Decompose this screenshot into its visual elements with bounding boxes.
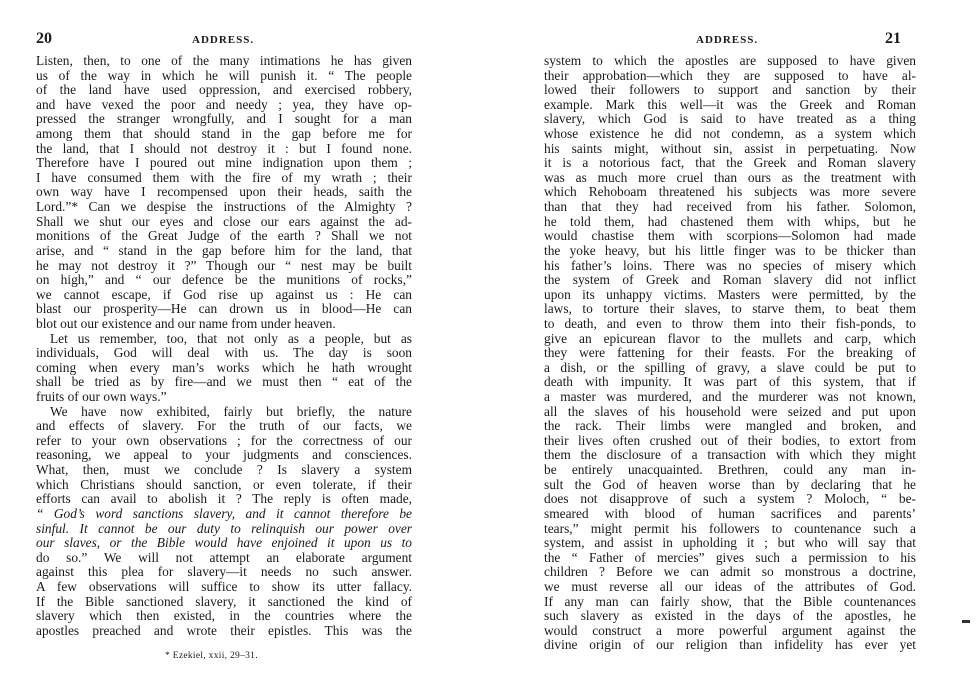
text-line: be entirely unacquainted. Brethren, could any man in-	[544, 463, 916, 478]
text-line: refer to your own observations ; for the correctness of our	[36, 433, 412, 448]
text-line: coming when every man’s works which he hath wrought	[36, 360, 412, 375]
text-line: such slavery as existed in the days of the apostles, he	[544, 609, 916, 624]
text-line: individuals, God will deal with us. The day is soon	[36, 346, 412, 361]
text-line: If any man can fairly show, that the Bible countenances	[544, 594, 916, 609]
text-line: own way have I recompensed upon their heads, saith the	[36, 185, 412, 200]
text-line: which Rehoboam threatened his subjects was more severe	[544, 185, 916, 200]
body-text	[36, 54, 412, 638]
text-line: was as much more cruel than ours as the treatment with	[544, 170, 916, 185]
text-line: shall be tried as by fire—and we must then “ eat of the	[36, 375, 412, 390]
text-line: the rack. Their limbs were mangled and broken, and	[544, 419, 916, 434]
text-line: system to which the apostles are supposed to have given	[544, 54, 916, 68]
text-line: his saints might, without sin, assist in perpetuating. Now	[544, 141, 916, 156]
text-line: What, then, must we conclude ? Is slavery a system	[36, 463, 412, 478]
text-line: against this plea for slavery—it needs no such answer.	[36, 565, 412, 580]
text-line: lowed their followers to support and sanction by their	[544, 83, 916, 98]
text-line: apostles preached and wrote their epistles. This was the	[36, 623, 412, 638]
text-line: and effects of slavery. For the truth of our facts, we	[36, 419, 412, 434]
text-line: children ? Before we can admit so monstrous a doctrine,	[544, 565, 916, 580]
text-line: do so.” We will not attempt an elaborate argument	[36, 550, 412, 565]
text-line: his father’s loins. There was no species of misery which	[544, 258, 916, 273]
text-line: would construct a more powerful argument against the	[544, 623, 916, 638]
text-line: blot out our existence and our name from under heaven.	[36, 316, 336, 331]
page-number: 21	[885, 30, 901, 47]
text-line: on high,” and “ our defence be the munitions of rocks,”	[36, 273, 412, 288]
text-line: among them that should stand in the gap before me for	[36, 127, 412, 142]
text-line: monitions of the Great Judge of the earth ? Shall we not	[36, 229, 412, 244]
text-line: does not disapprove of such a system ? Moloch, “ be-	[544, 492, 916, 507]
left-page	[0, 0, 470, 698]
text-line: Lord.”* Can we despise the instructions of the Almighty ?	[36, 200, 412, 215]
text-line: smeared with blood of human sacrifices and parents’	[544, 506, 916, 521]
running-head: ADDRESS.	[696, 34, 759, 46]
text-line: blast our prosperity—He can drown us in blood—He can	[36, 302, 412, 317]
text-line: their lives often crushed out of their bodies, to extort from	[544, 433, 916, 448]
text-line: us of the way in which he will punish it. “ The people	[36, 68, 412, 83]
text-line: their approbation—which they are supposed to have al-	[544, 68, 916, 83]
text-line: we must reverse all our ideas of the attributes of God.	[544, 579, 916, 594]
text-line: divine origin of our religion than infidelity has ever yet	[544, 638, 916, 653]
text-line: sinful. It cannot be our duty to relinquish our power over	[36, 521, 412, 536]
text-line: of the land have used oppression, and exercised robbery,	[36, 83, 412, 98]
text-line: slavery, which God is said to have treated as a thing	[544, 112, 916, 127]
text-line: sult the God of heaven worse than by declaring that he	[544, 477, 916, 492]
text-line: pressed the stranger wrongfully, and I sought for a man	[36, 112, 412, 127]
text-line: we cannot escape, if God rise up against us : He can	[36, 287, 412, 302]
text-line: give an epicurean flavor to the mullets and carp, which	[544, 331, 916, 346]
text-line: Shall we shut our eyes and close our ears against the ad-	[36, 214, 412, 229]
text-line: them the disclosure of a transaction with which they might	[544, 448, 916, 463]
text-line: If the Bible sanctioned slavery, it sanctioned the kind of	[36, 594, 412, 609]
text-line: the yoke heavy, but his little finger was to be thicker than	[544, 243, 916, 258]
text-line: our slaves, or the Bible would have enjoined it upon us to	[36, 536, 412, 551]
text-line: death with impunity. It was part of this system, that if	[544, 375, 916, 390]
text-line: he told them, had chastened them with whips, but he	[544, 214, 916, 229]
text-line: tears,” might permit his followers to countenance such a	[544, 521, 916, 536]
text-line: A few observations will suffice to show its utter fallacy.	[36, 579, 412, 594]
text-line: fruits of our own ways.”	[36, 390, 167, 405]
text-line: slavery which then existed, in the countries where the	[36, 609, 412, 624]
text-line: all the slaves of his household were seized and put upon	[544, 404, 916, 419]
body-text	[544, 54, 916, 653]
text-line: upon its unhappy victims. Masters were permitted, by the	[544, 287, 916, 302]
right-page	[510, 0, 980, 698]
text-line: than that they had received from his father. Solomon,	[544, 200, 916, 215]
text-line: would chastise them with scorpions—Solomon had made	[544, 229, 916, 244]
text-line: arise, and “ stand in the gap before him for the land, that	[36, 243, 412, 258]
running-head: ADDRESS.	[192, 34, 255, 46]
text-line: the “ Father of mercies” gives such a permission to his	[544, 550, 916, 565]
text-line: a master was murdered, and the murderer was not known,	[544, 390, 916, 405]
text-line: I have consumed them with the fire of my wrath ; their	[36, 170, 412, 185]
text-line: they were fattening for their feasts. For the breaking of	[544, 346, 916, 361]
text-line: example. Mark this well—it was the Greek and Roman	[544, 97, 916, 112]
text-line: which Christians should sanction, or even tolerate, if their	[36, 477, 412, 492]
page-number: 20	[36, 30, 52, 47]
text-line: efforts can avail to abolish it ? The reply is often made,	[36, 492, 412, 507]
text-line: “ God’s word sanctions slavery, and it cannot therefore be	[36, 506, 412, 521]
footnote: * Ezekiel, xxii, 29–31.	[165, 651, 258, 661]
text-line: Listen, then, to one of the many intimations he has given	[36, 54, 412, 68]
text-line: Therefore have I poured out mine indignation upon them ;	[36, 156, 412, 171]
text-line: the system of Greek and Roman slavery did not inflict	[544, 273, 916, 288]
text-line: the land, that I should not destroy it : but I found none.	[36, 141, 412, 156]
text-line: a dish, or the spilling of gravy, a slave could be put to	[544, 360, 916, 375]
text-line: and have vexed the poor and needy ; yea, they have op-	[36, 97, 412, 112]
text-line: to death, and even to throw them into their fish-ponds, to	[544, 316, 916, 331]
text-line: laws, to torture their slaves, to starve them, to beat them	[544, 302, 916, 317]
text-line: whose existence he did not condemn, as a system which	[544, 127, 916, 142]
text-line: We have now exhibited, fairly but briefly, the nature	[50, 404, 412, 419]
page-edge-mark	[962, 620, 970, 623]
text-line: reasoning, we appeal to your judgments and consciences.	[36, 448, 412, 463]
text-line: he may not destroy it ?” Though our “ nest may be built	[36, 258, 412, 273]
text-line: system, and assist in upholding it ; but who will say that	[544, 536, 916, 551]
text-line: it is a notorious fact, that the Greek and Roman slavery	[544, 156, 916, 171]
text-line: Let us remember, too, that not only as a people, but as	[50, 331, 412, 346]
